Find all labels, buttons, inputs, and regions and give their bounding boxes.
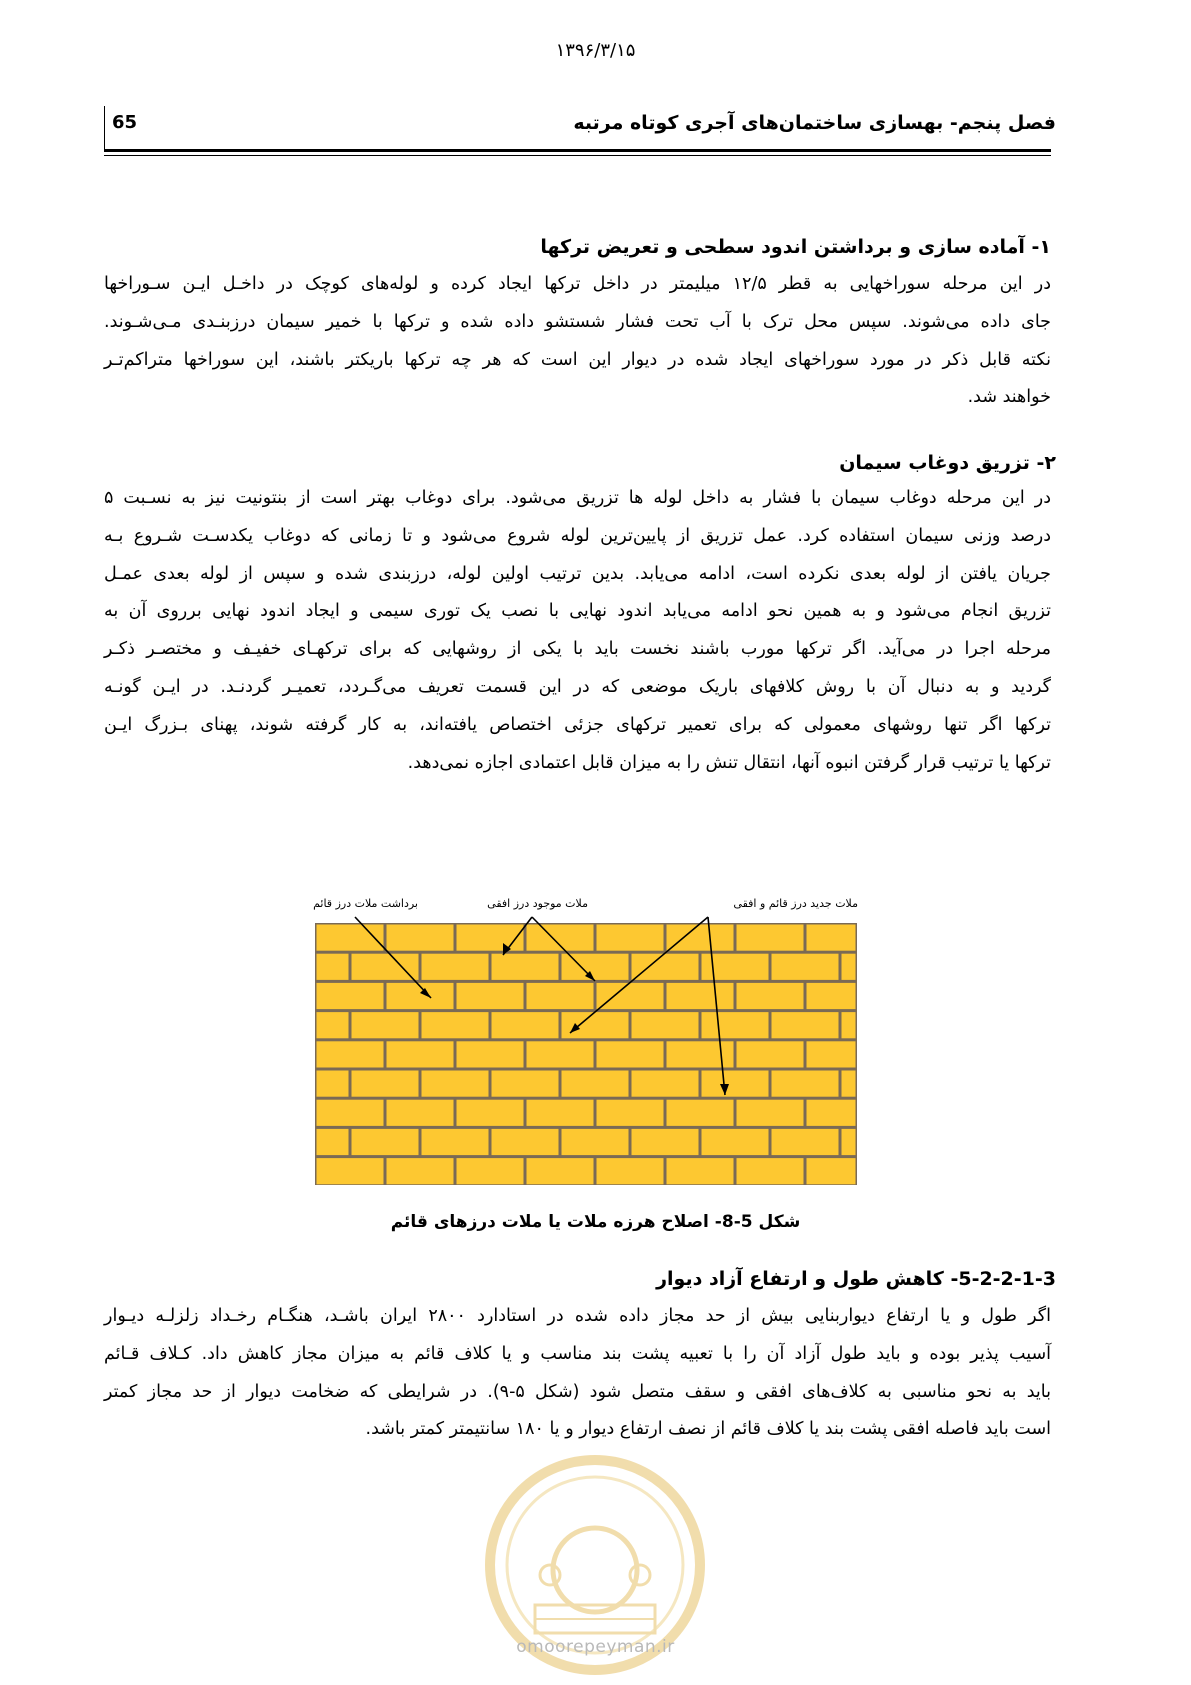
brick	[387, 1100, 454, 1126]
brick	[667, 1041, 734, 1067]
header-vertical-rule	[104, 106, 105, 152]
brick	[527, 983, 594, 1009]
watermark-site: omoorepeyman.ir	[516, 1637, 675, 1657]
paragraph-line: نکته قابل ذکر در مورد سوراخهای ایجاد شده در دیوار این است که هر چه ترکها باریکتر باشند، این سوراخها متراکم‌تـر	[104, 349, 1051, 370]
brick	[807, 925, 856, 951]
brick	[317, 1158, 384, 1184]
header-date: ۱۳۹۶/۳/۱۵	[555, 40, 636, 61]
brick	[667, 983, 734, 1009]
brick	[632, 1129, 699, 1155]
brick	[422, 954, 489, 980]
header-rule-thick	[104, 149, 1051, 152]
section3-paragraph	[104, 1298, 1051, 1449]
brick	[842, 1012, 856, 1038]
brick	[457, 1041, 524, 1067]
brick	[737, 1041, 804, 1067]
brick	[387, 925, 454, 951]
paragraph-line: اگر طول و یا ارتفاع دیواربنایی بیش از حد مجاز داده شده در استادارد ۲۸۰۰ ایران باشـد، هنگـام رخـداد زلزلـه دیـوار	[104, 1306, 1051, 1326]
brick	[772, 1129, 839, 1155]
brick	[457, 1158, 524, 1184]
brick	[807, 1158, 856, 1184]
brick	[352, 954, 419, 980]
brick	[737, 925, 804, 951]
chapter-title: فصل پنجم- بهسازی ساختمان‌های آجری کوتاه مرتبه	[573, 112, 1056, 134]
header-rule-thin	[104, 155, 1051, 156]
brick	[387, 1041, 454, 1067]
brick	[772, 1012, 839, 1038]
brick	[807, 1100, 856, 1126]
brick	[702, 1129, 769, 1155]
brick	[632, 1071, 699, 1097]
paragraph-line: درصد وزنی سیمان استفاده کرد. عمل تزریق از پایین‌ترین لوله شروع می‌شود و تا زمانی که دوغاب یکدسـت شـروع بـه	[104, 525, 1051, 546]
brick	[597, 925, 664, 951]
brick	[527, 1041, 594, 1067]
brick	[457, 925, 524, 951]
brick	[422, 1012, 489, 1038]
brick	[422, 1071, 489, 1097]
section2-paragraph	[104, 480, 1051, 782]
paragraph-line: جای داده می‌شوند. سپس محل ترک با آب تحت فشار شستشو داده شده و ترکها با خمیر سیمان درزبنـدی مـی‌شـوند.	[104, 311, 1051, 332]
brick	[702, 1071, 769, 1097]
brick-wall-figure	[283, 895, 861, 1195]
brick	[842, 954, 856, 980]
figure-label-left: برداشت ملات درز قائم	[313, 897, 418, 910]
brick	[807, 983, 856, 1009]
brick	[492, 954, 559, 980]
paragraph-line: در این مرحله سوراخهایی به قطر ۱۲/۵ میلیمتر در داخل ترکها ایجاد کرده و لوله‌های کوچک در داخـل ایـن سـوراخها	[104, 274, 1051, 294]
brick	[667, 1158, 734, 1184]
paragraph-line: است باید فاصله افقی پشت بند یا کلاف قائم از نصف ارتفاع دیوار و یا ۱۸۰ سانتیمتر کمتر باشد.	[365, 1419, 1051, 1440]
brick	[422, 1129, 489, 1155]
figure-label-middle: ملات موجود درز افقی	[487, 897, 588, 910]
brick	[317, 1100, 384, 1126]
brick-courses	[317, 925, 856, 1185]
brick	[492, 1071, 559, 1097]
brick	[737, 983, 804, 1009]
brick	[527, 925, 594, 951]
brick	[702, 1012, 769, 1038]
brick	[772, 954, 839, 980]
brick	[317, 1129, 349, 1155]
brick	[842, 1129, 856, 1155]
brick	[457, 1100, 524, 1126]
brick	[597, 1100, 664, 1126]
brick	[597, 1158, 664, 1184]
brick	[562, 1129, 629, 1155]
brick	[352, 1071, 419, 1097]
brick	[632, 954, 699, 980]
section1-heading: ۱- آماده سازی و برداشتن اندود سطحی و تعریض ترکها	[540, 236, 1051, 258]
brick	[317, 954, 349, 980]
paragraph-line: مرحله اجرا در می‌آید. اگر ترکها مورب باشند نخست باید با یکی از روشهایی که برای ترکهـای خفیـف و مختصـر ذکـر	[104, 639, 1051, 660]
brick	[807, 1041, 856, 1067]
brick	[492, 1129, 559, 1155]
brick	[632, 1012, 699, 1038]
brick	[597, 983, 664, 1009]
brick	[527, 1158, 594, 1184]
paragraph-line: گردید و به دنبال آن با روش کلافهای باریک موضعی که در این قسمت تعریف می‌گـردد، تعمیـر گردنـد. در ایـن گونـه	[104, 676, 1051, 697]
brick	[562, 1012, 629, 1038]
brick	[317, 1071, 349, 1097]
paragraph-line: ترکها اگر تنها روشهای معمولی که برای تعمیر ترکهای جزئی اختصاص یافته‌اند، به کار گرفته شوند، پهنای بـزرگ ایـن	[104, 714, 1051, 735]
figure-caption: شکل 5-8- اصلاح هرزه ملات یا ملات درزهای قائم	[390, 1212, 801, 1232]
paragraph-line: باید به نحو مناسبی به کلاف‌های افقی و سقف متصل شود (شکل ۵-۹). در شرایطی که ضخامت دیوار از حد مجاز کمتر	[104, 1381, 1052, 1402]
paragraph-line: آسیب پذیر بوده و باید طول آزاد آن را با تعبیه پشت بند مناسب و یا کلاف قائم به میزان مجاز کاهش داد. کـلاف قـائم	[104, 1343, 1051, 1364]
page-number: 65	[112, 112, 138, 133]
brick	[457, 983, 524, 1009]
brick	[387, 1158, 454, 1184]
brick	[772, 1071, 839, 1097]
brick	[317, 1041, 384, 1067]
brick	[737, 1100, 804, 1126]
figure-label-right: ملات جدید درز قائم و افقی	[733, 897, 858, 910]
brick	[492, 1012, 559, 1038]
brick	[352, 1012, 419, 1038]
brick	[317, 1012, 349, 1038]
section2-heading: ۲- تزریق دوغاب سیمان	[839, 452, 1056, 474]
brick	[597, 1041, 664, 1067]
brick	[842, 1071, 856, 1097]
brick	[667, 925, 734, 951]
section1-paragraph	[104, 266, 1051, 417]
paragraph-line: تزریق انجام می‌شود و به همین نحو ادامه می‌یابد اندود نهایی با نصب یک توری سیمی و ایجاد اندود نهایی برروی آن به	[104, 601, 1051, 622]
brick	[562, 1071, 629, 1097]
paragraph-line: ترکها یا ترتیب قرار گرفتن انبوه آنها، انتقال تنش را به میزان قابل اعتمادی اجازه نمی‌دهد.	[407, 752, 1051, 773]
paragraph-line: در این مرحله دوغاب سیمان با فشار به داخل لوله ها تزریق می‌شود. برای دوغاب بهتر است از بنتونیت نیز به نسـبت ۵	[104, 488, 1051, 508]
paragraph-line: خواهند شد.	[967, 387, 1051, 408]
brick	[317, 983, 384, 1009]
brick	[667, 1100, 734, 1126]
paragraph-line: جریان یافتن از لوله بعدی نکرده است، ادامه می‌یابد. بدین ترتیب اولین لوله، درزبندی شده و سپس از لوله بعدی عمـل	[104, 563, 1051, 584]
brick	[737, 1158, 804, 1184]
section3-heading: 5-2-2-1-3- کاهش طول و ارتفاع آزاد دیوار	[656, 1268, 1056, 1290]
brick	[352, 1129, 419, 1155]
brick	[527, 1100, 594, 1126]
